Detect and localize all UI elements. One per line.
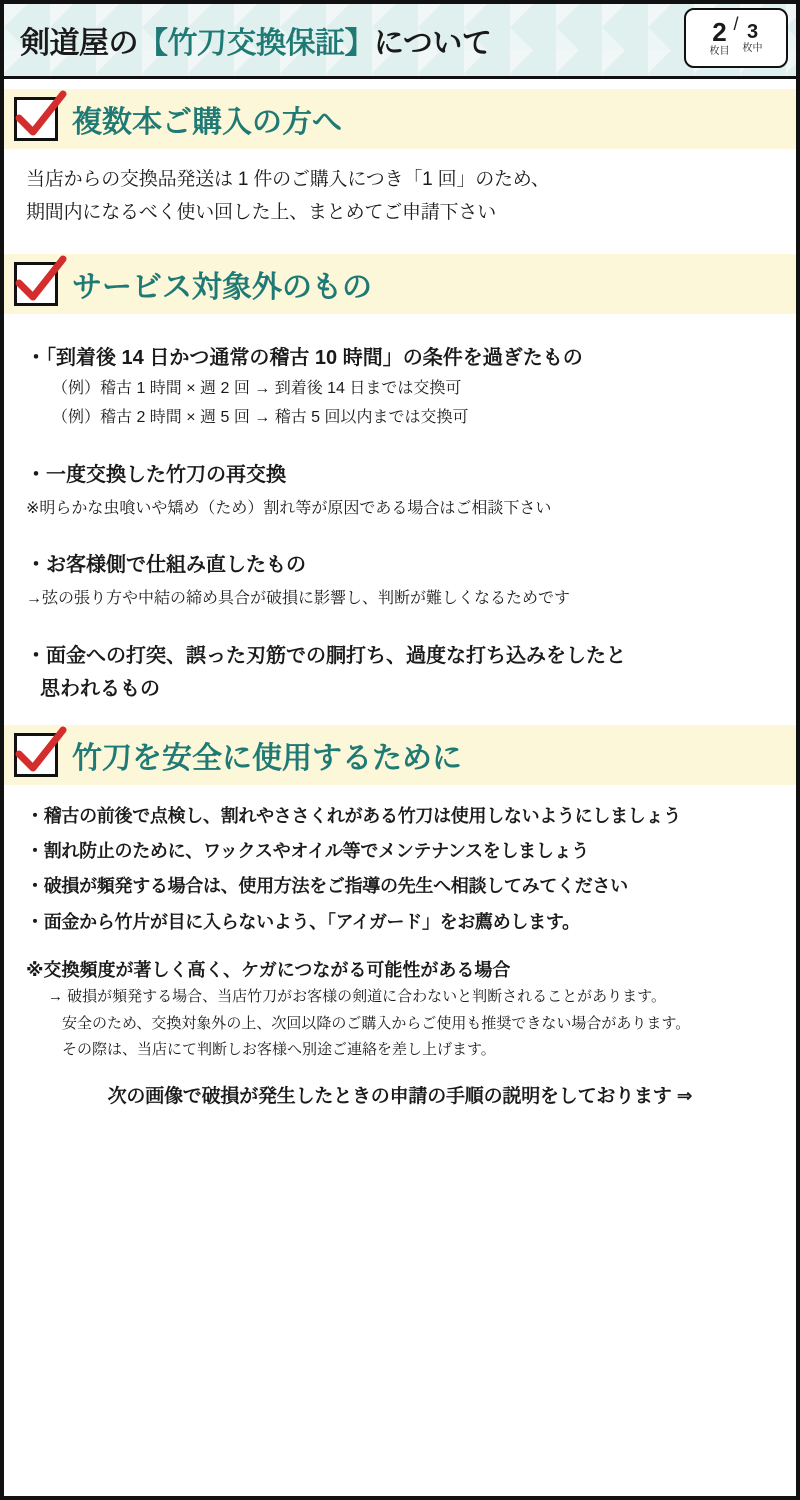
section-heading-exclusions <box>4 254 796 314</box>
section-title: 竹刀を安全に使用するために <box>72 742 462 776</box>
exclusion-item-4: ・面金への打突、誤った刃筋での胴打ち、過度な打ち込みをしたと <box>26 645 626 668</box>
check-icon <box>14 262 58 306</box>
safety-item-2: ・割れ防止のために、ワックスやオイル等でメンテナンスをしましょう <box>26 841 589 862</box>
spacer <box>4 79 796 89</box>
exclusion-item-1-example-1: （例）稽古 1 時間 × 週 2 回 → 到着後 14 日までは交換可 <box>52 379 462 397</box>
safety-item-1: ・稽古の前後で点検し、割れやささくれがある竹刀は使用しないようにしましょう <box>26 806 681 827</box>
section1-body <box>4 149 796 234</box>
page-counter-total-number: 3 <box>746 21 759 43</box>
page-counter <box>684 8 788 68</box>
page-title-highlight: 【竹刀交換保証】 <box>138 27 374 60</box>
warning-line-2: 安全のため、交換対象外の上、次回以降のご購入からご使用も推奨できない場合があります。 <box>62 1014 691 1032</box>
check-icon <box>14 97 58 141</box>
exclusion-item-1: ・「到着後 14 日かつ通常の稽古 10 時間」の条件を過ぎたもの <box>26 346 583 369</box>
section1-line-1: 当店からの交換品発送は 1 件のご購入につき「1 回」のため、 <box>26 169 550 190</box>
page-counter-total <box>743 22 763 54</box>
section-heading-safe-use <box>4 725 796 785</box>
page-title-post: について <box>374 27 492 60</box>
section2-body <box>4 314 796 706</box>
section-heading-multiple-purchase <box>4 89 796 149</box>
page-header <box>4 4 796 79</box>
exclusion-item-2: ・一度交換した竹刀の再交換 <box>26 463 286 486</box>
page-counter-slash: / <box>733 14 739 34</box>
warning-line-1: → 破損が頻発する場合、当店竹刀がお客様の剣道に合わないと判断されることがあります。 <box>48 988 666 1006</box>
page-title <box>4 18 491 62</box>
page-counter-current <box>709 19 729 57</box>
exclusion-item-3-note: →弦の張り方や中結の締め具合が破損に影響し、判断が難しくなるためです <box>26 590 571 608</box>
exclusion-item-4-cont: 思われるもの <box>40 678 160 701</box>
page-counter-current-unit: 枚目 <box>709 46 730 57</box>
section-title: サービス対象外のもの <box>72 270 372 304</box>
exclusion-item-3: ・お客様側で仕組み直したもの <box>26 554 306 577</box>
page-counter-total-unit: 枚中 <box>742 43 763 54</box>
warning-heading: ※交換頻度が著しく高く、ケガにつながる可能性がある場合 <box>26 959 511 980</box>
page-counter-current-number: 2 <box>712 17 727 47</box>
safety-item-4: ・面金から竹片が目に入らないよう、「アイガード」をお薦めします。 <box>26 911 580 932</box>
exclusion-item-1-example-2: （例）稽古 2 時間 × 週 5 回 → 稽古 5 回以内までは交換可 <box>52 409 469 427</box>
warning-line-3: その際は、当店にて判断しお客様へ別途ご連絡を差し上げます。 <box>62 1040 496 1058</box>
section-title: 複数本ご購入の方へ <box>72 106 342 139</box>
next-image-note: 次の画像で破損が発生したときの申請の手順の説明をしております ⇒ <box>107 1086 693 1108</box>
page-title-pre: 剣道屋の <box>20 27 138 60</box>
safety-item-3: ・破損が頻発する場合は、使用方法をご指導の先生へ相談してみてください <box>26 876 628 897</box>
section3-body <box>4 785 796 1112</box>
spacer <box>4 705 796 725</box>
exclusion-item-2-note: ※明らかな虫喰いや矯め（ため）割れ等が原因である場合はご相談下さい <box>26 499 552 517</box>
check-icon <box>14 733 58 777</box>
spacer <box>4 234 796 254</box>
section1-line-2: 期間内になるべく使い回した上、まとめてご申請下さい <box>26 202 497 224</box>
